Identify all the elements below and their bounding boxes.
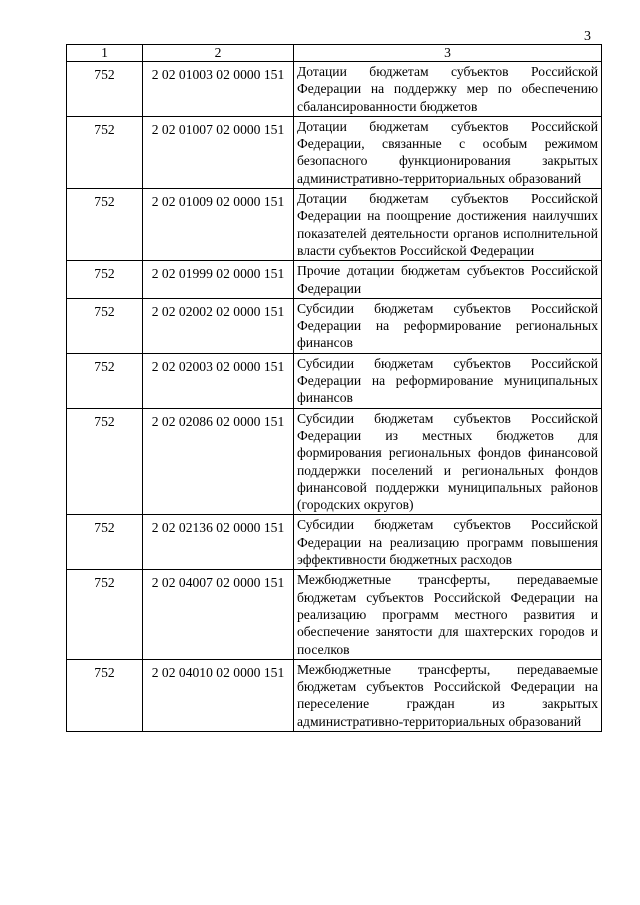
revenue-name-cell: Дотации бюджетам субъектов Российской Федерации, связанные с особым режимом безопасного функционирования закрытых административно-территориальных образований [294, 116, 602, 188]
revenue-code-cell: 2 02 02003 02 0000 151 [143, 353, 294, 408]
revenue-name-cell: Субсидии бюджетам субъектов Российской Федерации из местных бюджетов для формирования региональных фондов финансовой поддержки поселений и региональных фондов финансовой поддержки муниципальных районов (городских округов) [294, 408, 602, 515]
revenue-code-cell: 2 02 01007 02 0000 151 [143, 116, 294, 188]
revenue-name-cell: Субсидии бюджетам субъектов Российской Федерации на реализацию программ повышения эффективности бюджетных расходов [294, 515, 602, 570]
revenue-code-cell: 2 02 02136 02 0000 151 [143, 515, 294, 570]
revenue-name-cell: Межбюджетные трансферты, передаваемые бюджетам субъектов Российской Федерации на реализацию программ местного развития и обеспечение занятости для шахтерских городов и поселков [294, 570, 602, 659]
table-row [67, 189, 602, 261]
admin-code-cell: 752 [67, 570, 143, 659]
table-row [67, 298, 602, 353]
table-row [67, 408, 602, 515]
table-row [67, 659, 602, 731]
revenue-name-cell: Субсидии бюджетам субъектов Российской Федерации на реформирование муниципальных финансов [294, 353, 602, 408]
admin-code-cell: 752 [67, 515, 143, 570]
revenue-code-cell: 2 02 01009 02 0000 151 [143, 189, 294, 261]
revenue-code-cell: 2 02 01999 02 0000 151 [143, 261, 294, 299]
admin-code-cell: 752 [67, 62, 143, 117]
revenue-name-cell: Дотации бюджетам субъектов Российской Федерации на поощрение достижения наилучших показателей деятельности органов исполнительной власти субъектов Российской Федерации [294, 189, 602, 261]
page-number: 3 [584, 29, 591, 44]
revenue-code-cell: 2 02 02002 02 0000 151 [143, 298, 294, 353]
table-row [67, 515, 602, 570]
column-header-name: 3 [294, 45, 602, 62]
revenue-code-cell: 2 02 02086 02 0000 151 [143, 408, 294, 515]
admin-code-cell: 752 [67, 353, 143, 408]
revenue-code-cell: 2 02 04010 02 0000 151 [143, 659, 294, 731]
revenue-code-cell: 2 02 01003 02 0000 151 [143, 62, 294, 117]
table-row [67, 62, 602, 117]
admin-code-cell: 752 [67, 189, 143, 261]
revenue-name-cell: Межбюджетные трансферты, передаваемые бюджетам субъектов Российской Федерации на переселение граждан из закрытых административно-территориальных образований [294, 659, 602, 731]
admin-code-cell: 752 [67, 261, 143, 299]
column-header-admin: 1 [67, 45, 143, 62]
admin-code-cell: 752 [67, 408, 143, 515]
budget-codes-table [66, 44, 602, 732]
header-row [67, 45, 602, 62]
admin-code-cell: 752 [67, 298, 143, 353]
column-header-code: 2 [143, 45, 294, 62]
admin-code-cell: 752 [67, 659, 143, 731]
revenue-name-cell: Дотации бюджетам субъектов Российской Федерации на поддержку мер по обеспечению сбалансированности бюджетов [294, 62, 602, 117]
revenue-name-cell: Прочие дотации бюджетам субъектов Российской Федерации [294, 261, 602, 299]
table-row [67, 353, 602, 408]
revenue-code-cell: 2 02 04007 02 0000 151 [143, 570, 294, 659]
table-row [67, 570, 602, 659]
admin-code-cell: 752 [67, 116, 143, 188]
table-row [67, 261, 602, 299]
revenue-name-cell: Субсидии бюджетам субъектов Российской Федерации на реформирование региональных финансов [294, 298, 602, 353]
table-row [67, 116, 602, 188]
